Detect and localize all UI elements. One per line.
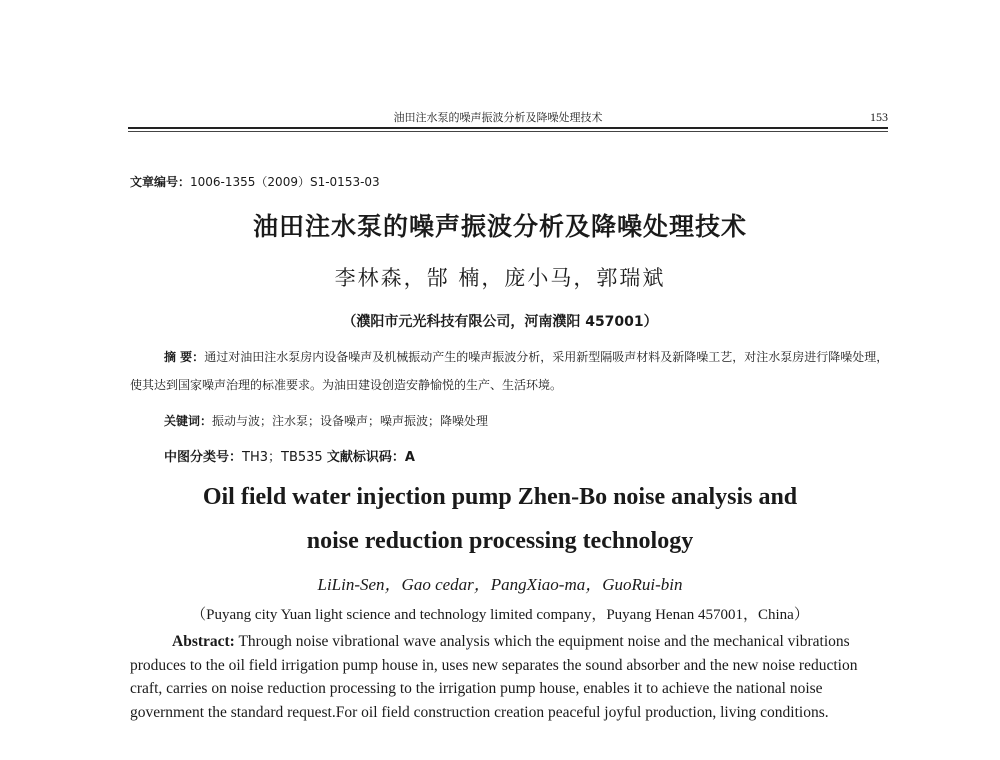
chinese-affiliation: （濮阳市元光科技有限公司，河南濮阳 457001） [342,314,658,330]
chinese-keywords [164,412,488,429]
english-title-line-1: Oil field water injection pump Zhen-Bo noise analysis and [202,484,798,510]
doc-code-label: 文献标识码： [326,450,405,465]
english-abstract [130,630,885,724]
keywords-text: 振动与波；注水泵；设备噪声；噪声振波；降噪处理 [212,414,489,428]
header-rule-thin [128,131,888,132]
english-title-line-2: noise reduction processing technology [306,528,694,554]
article-number-value: 1006-1355（2009）S1-0153-03 [190,175,380,189]
header-rule [128,127,888,129]
running-title: 油田注水泵的噪声振波分析及降噪处理技术 [393,111,603,124]
chinese-abstract-text: 通过对油田注水泵房内设备噪声及机械振动产生的噪声振波分析，采用新型隔吸声材料及新降噪工艺，对注水泵房进行降噪处理，使其达到国家噪声治理的标准要求。为油田建设创造安静愉悦的生产、生活环境。 [130,350,889,392]
english-authors: LiLin-Sen，Gao cedar，PangXiao-ma，GuoRui-bin [317,575,683,594]
classification-value: TH3；TB535 [242,450,323,465]
page-number: 153 [870,110,888,124]
english-abstract-text: Through noise vibrational wave analysis which the equipment noise and the mechanical vibrations produces to the oil field irrigation pump house in, uses new separates the sound absorber and the new noise reduction craft, carries on noise reduction processing to the irrigation pump house, enables it to achieve the national noise government the standard request.For oil field construction creation peaceful joyful production, living conditions. [130,633,858,721]
keywords-label: 关键词： [164,414,213,428]
running-header [128,106,888,126]
english-affiliation: （Puyang city Yuan light science and technology limited company，Puyang Henan 457001，China） [191,607,809,623]
chinese-abstract-label: 摘 要： [164,350,205,364]
english-abstract-label: Abstract: [172,633,235,650]
chinese-authors: 李林森，郜 楠，庞小马，郭瑞斌 [334,266,666,290]
article-number [130,173,380,190]
chinese-title: 油田注水泵的噪声振波分析及降噪处理技术 [252,212,747,241]
classification-label: 中图分类号： [164,450,243,465]
doc-code-value: A [404,450,415,465]
chinese-abstract [130,343,890,399]
classification-line [164,446,415,465]
article-number-label: 文章编号： [130,175,191,189]
